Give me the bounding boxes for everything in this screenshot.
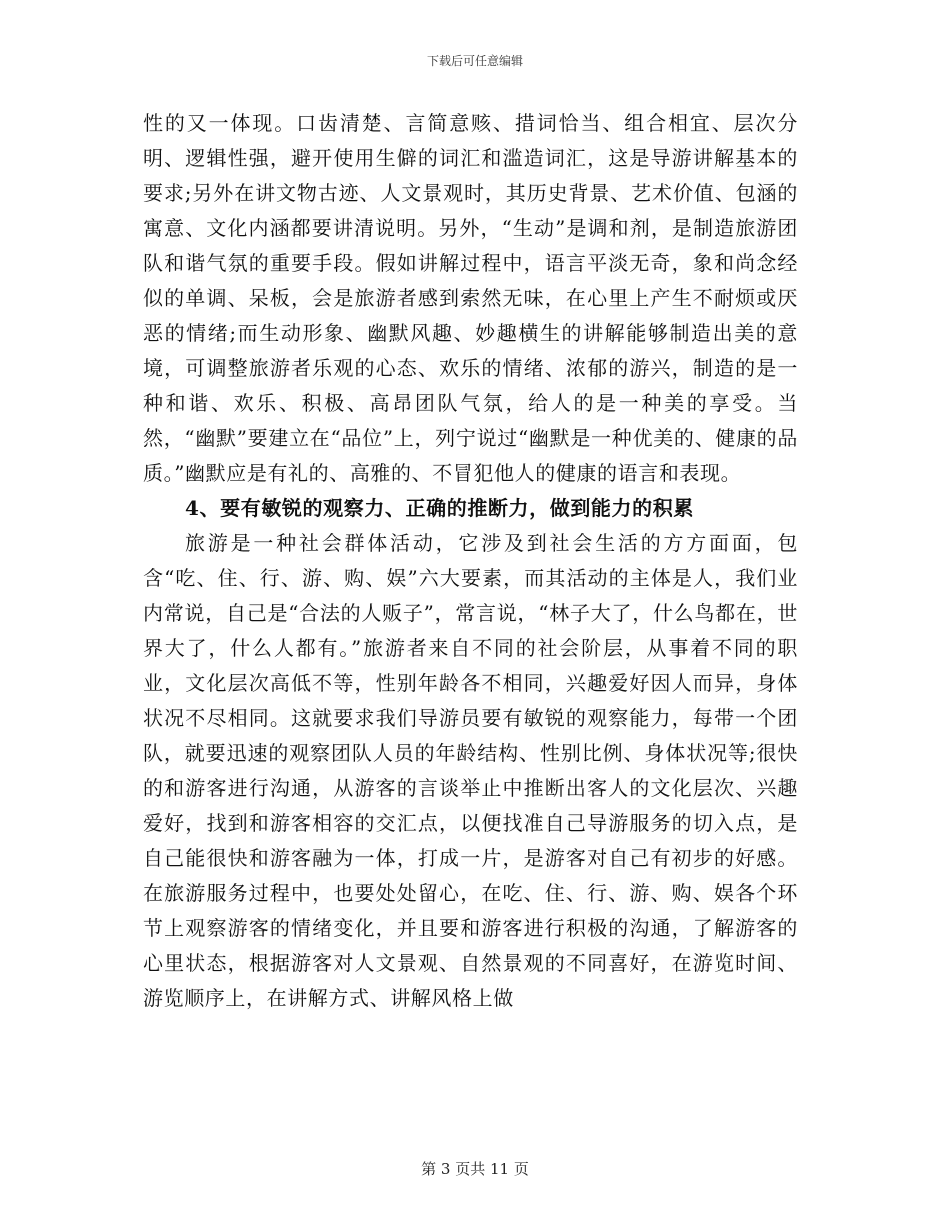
page-footer: 第 3 页共 11 页	[421, 1160, 529, 1178]
body-paragraph: 旅游是一种社会群体活动，它涉及到社会生活的方方面面，包含“吃、住、行、游、购、娱”六大要素，而其活动的主体是人，我们业内常说，自己是“合法的人贩子”，常言说，“林子大了，什么鸟都在，世界大了，什么人都有。”旅游者来自不同的社会阶层，从事着不同的职业，文化层次高低不等，性别年龄各不相同，兴趣爱好因人而异，身体状况不尽相同。这就要求我们导游员要有敏锐的观察能力，每带一个团队，就要迅速的观察团队人员的年龄结构、性别比例、身体状况等;很快的和游客进行沟通，从游客的言谈举止中推断出客人的文化层次、兴趣爱好，找到和游客相容的交汇点，以便找准自己导游服务的切入点，是自己能很快和游客融为一体，打成一片，是游客对自己有初步的好感。在旅游服务过程中，也要处处留心，在吃、住、行、游、购、娱各个环节上观察游客的情绪变化，并且要和游客进行积极的沟通，了解游客的心里状态，根据游客对人文景观、自然景观的不同喜好，在游览时间、游览顺序上，在讲解方式、讲解风格上做	[143, 531, 798, 1010]
body-paragraph: 性的又一体现。口齿清楚、言简意赅、措词恰当、组合相宜、层次分明、逻辑性强，避开使用生僻的词汇和滥造词汇，这是导游讲解基本的要求;另外在讲文物古迹、人文景观时，其历史背景、艺术价值、包涵的寓意、文化内涵都要讲清说明。另外，“生动”是调和剂，是制造旅游团队和谐气氛的重要手段。假如讲解过程中，语言平淡无奇，象和尚念经似的单调、呆板，会是旅游者感到索然无味，在心里上产生不耐烦或厌恶的情绪;而生动形象、幽默风趣、妙趣横生的讲解能够制造出美的意境，可调整旅游者乐观的心态、欢乐的情绪、浓郁的游兴，制造的是一种和谐、欢乐、积极、高昂团队气氛，给人的是一种美的享受。当然，“幽默”要建立在“品位”上，列宁说过“幽默是一种优美的、健康的品质。”幽默应是有礼的、高雅的、不冒犯他人的健康的语言和表现。	[143, 111, 798, 485]
section-heading: 4、要有敏锐的观察力、正确的推断力，做到能力的积累	[185, 496, 694, 520]
page-header: 下载后可任意编辑	[426, 54, 523, 68]
document-body	[143, 106, 798, 1016]
